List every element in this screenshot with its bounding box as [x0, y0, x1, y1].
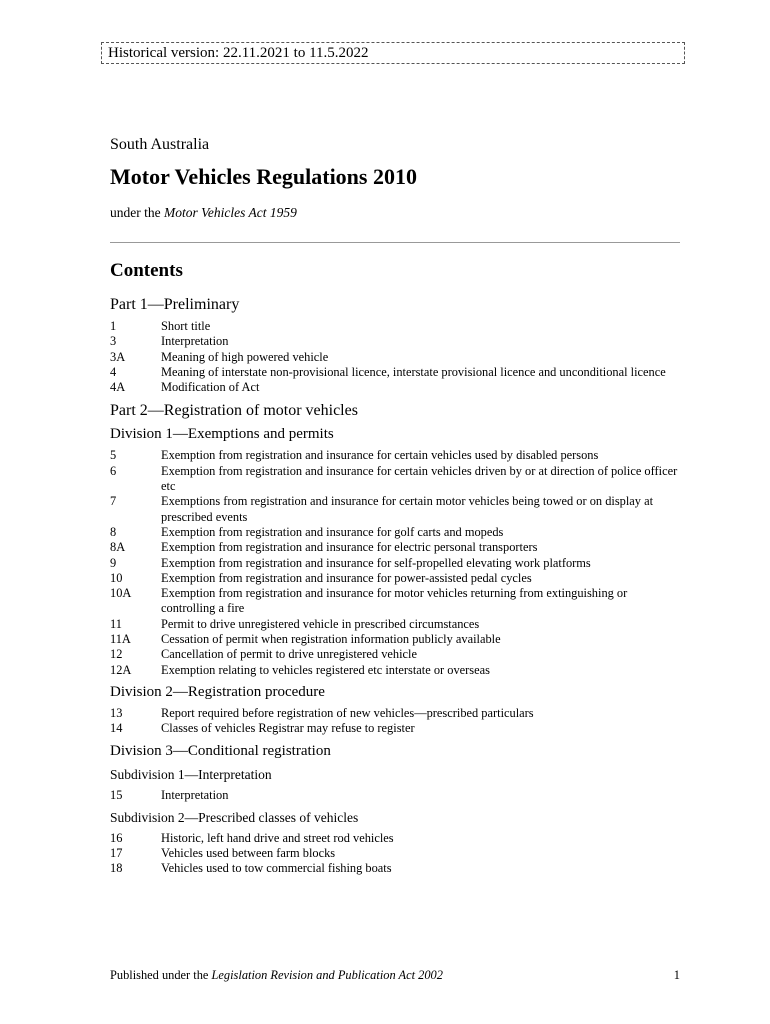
toc-division-heading[interactable]: Division 1—Exemptions and permits — [110, 426, 334, 443]
toc-entry-title: Exemption from registration and insurance for electric personal transporters — [161, 540, 538, 555]
toc-entry[interactable] — [110, 350, 680, 365]
footer-act: Legislation Revision and Publication Act 2002 — [211, 968, 443, 982]
document-title: Motor Vehicles Regulations 2010 — [110, 164, 417, 189]
toc-entry-title: Exemption from registration and insurance for certain vehicles driven by or at direction of police officer etc — [161, 463, 678, 494]
divider — [110, 242, 680, 243]
toc-entry-title: Exemptions from registration and insurance for certain motor vehicles being towed or on display at prescribed events — [161, 494, 654, 524]
toc-entry[interactable] — [110, 494, 680, 525]
toc-entry-number: 15 — [110, 787, 123, 802]
toc-entry[interactable] — [110, 380, 680, 395]
toc-entry-number: 4 — [110, 364, 117, 379]
toc-entry-number: 4A — [110, 380, 126, 395]
toc-entry-title: Vehicles used between farm blocks — [161, 846, 336, 861]
toc-entry-title: Classes of vehicles Registrar may refuse to register — [161, 721, 415, 736]
toc-entry[interactable] — [110, 448, 680, 463]
toc-entry-title: Vehicles used to tow commercial fishing boats — [161, 861, 392, 876]
toc-entry-title: Exemption from registration and insurance for motor vehicles returning from extinguishing or controlling a fire — [161, 586, 628, 616]
toc-entry[interactable] — [110, 571, 680, 586]
toc-entry-number: 1 — [110, 319, 117, 333]
toc-entry[interactable] — [110, 365, 680, 380]
toc-entry-number: 6 — [110, 463, 117, 478]
toc-entry[interactable] — [110, 706, 680, 721]
toc-entry[interactable] — [110, 788, 680, 803]
toc-entry-number: 9 — [110, 555, 117, 570]
toc-entry-title: Interpretation — [161, 334, 229, 349]
footer-prefix: Published under the — [110, 968, 212, 982]
toc-entry[interactable] — [110, 556, 680, 571]
toc-entry-title: Cessation of permit when registration information publicly available — [161, 632, 501, 647]
under-prefix: under the — [110, 205, 164, 220]
toc-entry-title: Exemption from registration and insurance for power-assisted pedal cycles — [161, 570, 532, 585]
toc-entry-title: Cancellation of permit to drive unregistered vehicle — [161, 647, 417, 662]
toc-entry[interactable] — [110, 525, 680, 540]
toc-entry[interactable] — [110, 632, 680, 647]
toc-entry-number: 3A — [110, 349, 126, 364]
toc-division-heading[interactable]: Division 3—Conditional registration — [110, 742, 331, 759]
toc-entry-number: 3 — [110, 334, 117, 349]
toc-entry[interactable] — [110, 319, 680, 334]
table-of-contents — [110, 289, 680, 877]
footer-publication — [110, 968, 443, 983]
toc-entry-number: 8 — [110, 524, 117, 539]
toc-entry-title: Modification of Act — [161, 380, 260, 395]
toc-entry-title: Report required before registration of new vehicles—prescribed particulars — [161, 705, 534, 720]
toc-entry-number: 16 — [110, 830, 123, 845]
toc-entry-title: Short title — [161, 319, 211, 333]
page-number: 1 — [673, 968, 680, 982]
toc-entry[interactable] — [110, 334, 680, 349]
toc-division-heading[interactable]: Division 2—Registration procedure — [110, 683, 325, 700]
contents-heading: Contents — [110, 260, 183, 281]
toc-entry-number: 5 — [110, 448, 117, 463]
toc-entry[interactable] — [110, 861, 680, 876]
toc-subdivision-heading[interactable]: Subdivision 1—Interpretation — [110, 766, 272, 782]
toc-entry-number: 11 — [110, 616, 122, 631]
toc-entry-title: Interpretation — [161, 787, 229, 802]
toc-entry-title: Permit to drive unregistered vehicle in prescribed circumstances — [161, 616, 480, 631]
historical-version-banner: Historical version: 22.11.2021 to 11.5.2022 — [101, 42, 685, 64]
toc-entry[interactable] — [110, 540, 680, 555]
toc-entry-number: 11A — [110, 632, 131, 647]
toc-entry-number: 13 — [110, 705, 123, 720]
page-footer — [110, 968, 680, 983]
toc-entry-number: 7 — [110, 494, 117, 509]
toc-entry[interactable] — [110, 464, 680, 495]
toc-entry[interactable] — [110, 663, 680, 678]
toc-entry-number: 18 — [110, 861, 123, 876]
toc-entry-title: Exemption from registration and insurance for golf carts and mopeds — [161, 524, 504, 539]
toc-entry-title: Meaning of interstate non-provisional licence, interstate provisional licence and unconditional licence — [161, 364, 666, 379]
toc-entry-title: Historic, left hand drive and street rod vehicles — [161, 830, 394, 845]
toc-entry-number: 8A — [110, 540, 126, 555]
toc-entry-title: Exemption relating to vehicles registered etc interstate or overseas — [161, 662, 490, 677]
toc-entry[interactable] — [110, 617, 680, 632]
toc-entry-number: 14 — [110, 721, 123, 736]
toc-entry-number: 17 — [110, 846, 123, 861]
toc-entry-number: 10A — [110, 586, 132, 601]
toc-entry[interactable] — [110, 647, 680, 662]
toc-entry[interactable] — [110, 846, 680, 861]
toc-subdivision-heading[interactable]: Subdivision 2—Prescribed classes of vehicles — [110, 809, 359, 825]
toc-entry-number: 12A — [110, 662, 132, 677]
toc-entry[interactable] — [110, 586, 680, 617]
toc-entry-title: Exemption from registration and insurance for self-propelled elevating work platforms — [161, 555, 591, 570]
jurisdiction: South Australia — [110, 136, 210, 153]
toc-part-heading[interactable]: Part 2—Registration of motor vehicles — [110, 402, 358, 420]
toc-entry[interactable] — [110, 831, 680, 846]
enabling-act-line — [110, 205, 297, 221]
toc-entry-title: Meaning of high powered vehicle — [161, 349, 329, 364]
toc-entry-number: 10 — [110, 570, 123, 585]
enabling-act-name: Motor Vehicles Act 1959 — [163, 205, 297, 220]
toc-entry[interactable] — [110, 721, 680, 736]
toc-part-heading[interactable]: Part 1—Preliminary — [110, 296, 240, 313]
toc-entry-title: Exemption from registration and insurance for certain vehicles used by disabled persons — [161, 448, 599, 463]
toc-entry-number: 12 — [110, 647, 123, 662]
